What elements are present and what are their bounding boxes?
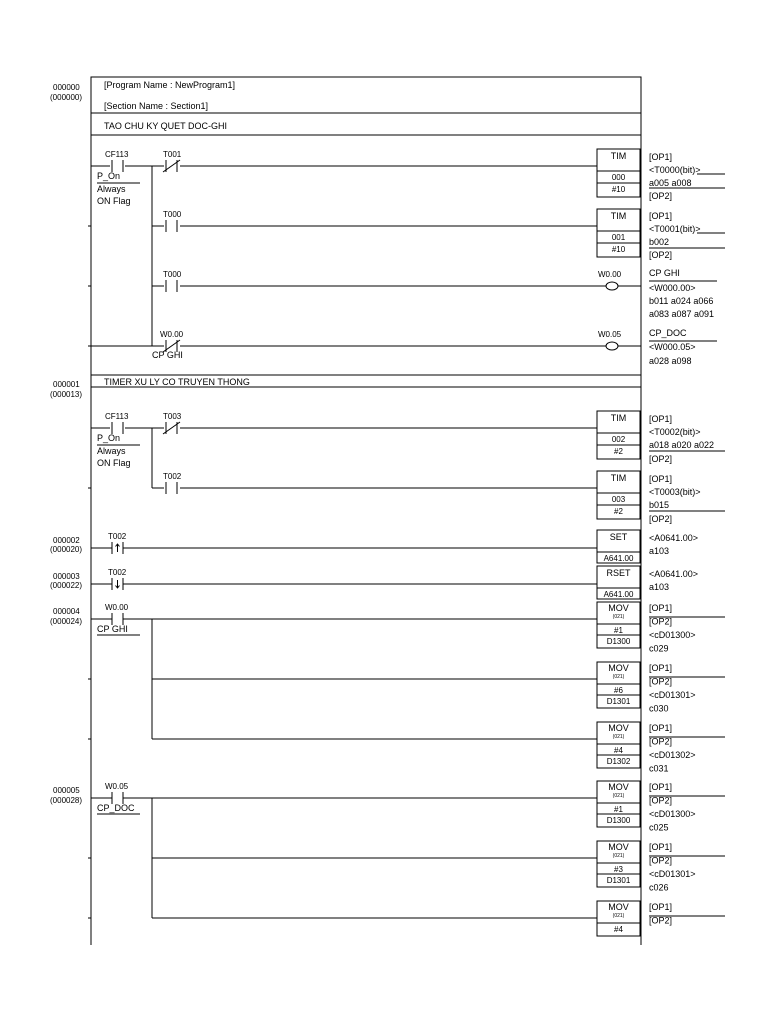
instruction-name: SET xyxy=(609,532,628,542)
contact-t002-up xyxy=(108,532,127,554)
coil-w0-00 xyxy=(598,270,622,290)
step-address: (000022) xyxy=(50,581,83,590)
operand-note: c031 xyxy=(649,763,669,774)
step-address: (000020) xyxy=(50,545,83,554)
coil-w0-05 xyxy=(598,330,622,350)
instruction-name: MOV xyxy=(608,842,629,852)
operand-note: [OP1] xyxy=(649,842,673,852)
instruction-box-mov xyxy=(597,841,640,887)
svg-text:[OP1]: [OP1] xyxy=(649,211,673,221)
svg-text:[OP1]: [OP1] xyxy=(649,414,673,424)
contact-t002-down xyxy=(108,568,127,590)
contact-address: T002 xyxy=(108,532,127,541)
contact-cf113 xyxy=(97,412,131,468)
operand: #4 xyxy=(614,925,623,934)
contact-label: CP GHI xyxy=(97,624,128,634)
step-address: (000024) xyxy=(50,617,83,626)
svg-text:<T0001(bit)>: <T0001(bit)> xyxy=(649,224,701,234)
svg-text:b002: b002 xyxy=(649,237,670,247)
step-number: 000000 xyxy=(53,83,80,92)
operand-note: <A0641.00> xyxy=(649,569,699,579)
contact-label: CP GHI xyxy=(152,350,183,360)
instruction-box-set xyxy=(597,530,640,563)
operand-note: [OP1] xyxy=(649,902,673,912)
step-number: 000005 xyxy=(53,786,80,795)
operand: #3 xyxy=(614,865,623,874)
operand-notes xyxy=(649,782,725,833)
operand-note: a103 xyxy=(649,582,670,592)
instruction-box-mov xyxy=(597,662,640,708)
operand-note: c030 xyxy=(649,703,669,714)
operand-notes xyxy=(649,902,725,926)
svg-text:<T0000(bit)>: <T0000(bit)> xyxy=(649,165,701,175)
step-number: 000001 xyxy=(53,380,80,389)
operand-note: [OP2] xyxy=(649,915,673,926)
instruction-box-mov xyxy=(597,781,640,827)
svg-text:a083 a087 a091: a083 a087 a091 xyxy=(649,309,715,319)
instruction-box-tim xyxy=(597,411,640,459)
operand: 003 xyxy=(611,495,626,504)
contact-address: CF113 xyxy=(105,412,129,421)
svg-text:<W000.00>: <W000.00> xyxy=(649,283,696,293)
svg-text:[OP2]: [OP2] xyxy=(649,514,673,524)
operand-note: <cD01301> xyxy=(649,690,696,700)
instruction-name: TIM xyxy=(610,151,627,161)
function-code: (021) xyxy=(612,614,625,620)
step-address: (000013) xyxy=(50,390,83,399)
operand: #6 xyxy=(614,686,623,695)
operand-notes xyxy=(649,723,725,774)
operand: #10 xyxy=(611,245,626,254)
operand: A641.00 xyxy=(603,590,634,599)
operand: D1300 xyxy=(606,816,631,825)
operand: D1300 xyxy=(606,637,631,646)
rung-000000 xyxy=(91,166,641,346)
svg-text:<T0003(bit)>: <T0003(bit)> xyxy=(649,487,701,497)
section-name: [Section Name : Section1] xyxy=(104,101,209,111)
operand: D1301 xyxy=(606,697,631,706)
operand-notes xyxy=(649,414,725,524)
operand-note: <cD01300> xyxy=(649,809,696,819)
svg-text:<W000.05>: <W000.05> xyxy=(649,342,696,352)
instruction-box-rset xyxy=(597,566,640,599)
rung-000004 xyxy=(50,603,597,739)
instruction-name: MOV xyxy=(608,723,629,733)
svg-text:CP GHI: CP GHI xyxy=(649,268,680,278)
instruction-box-tim xyxy=(597,209,640,257)
svg-text:b011 a024 a066: b011 a024 a066 xyxy=(649,296,714,306)
function-code: (021) xyxy=(612,853,625,859)
contact-address: T000 xyxy=(163,210,182,219)
contact-label: ON Flag xyxy=(97,458,131,468)
svg-text:b015: b015 xyxy=(649,500,670,510)
contact-label: Always xyxy=(97,446,126,456)
coil-address: W0.00 xyxy=(598,270,622,279)
operand: #10 xyxy=(611,185,626,194)
rung-comment: TAO CHU KY QUET DOC-GHI xyxy=(104,121,228,131)
operand-note: c026 xyxy=(649,882,669,893)
svg-text:a018 a020 a022: a018 a020 a022 xyxy=(649,440,715,450)
instruction-box-tim xyxy=(597,471,640,519)
contact-address: T001 xyxy=(163,150,182,159)
contact-address: W0.00 xyxy=(105,603,129,612)
svg-text:[OP1]: [OP1] xyxy=(649,152,673,162)
step-address: (000000) xyxy=(50,93,83,102)
contact-label: Always xyxy=(97,184,126,194)
contact-label: P_On xyxy=(97,171,121,181)
function-code: (021) xyxy=(612,674,625,680)
contact-address: T002 xyxy=(163,472,182,481)
operand-note: <A0641.00> xyxy=(649,533,699,543)
contact-label: P_On xyxy=(97,433,121,443)
operand: 002 xyxy=(611,435,626,444)
operand-note: c025 xyxy=(649,822,669,833)
operand: #2 xyxy=(614,447,623,456)
instruction-box-tim xyxy=(597,149,640,197)
svg-text:CP_DOC: CP_DOC xyxy=(649,328,687,338)
operand-note: [OP2] xyxy=(649,855,673,866)
contact-label: CP_DOC xyxy=(97,803,135,813)
instruction-box-mov xyxy=(597,602,640,648)
svg-text:[OP2]: [OP2] xyxy=(649,191,673,201)
operand: #1 xyxy=(614,626,623,635)
svg-text:[OP1]: [OP1] xyxy=(649,474,673,484)
instruction-name: MOV xyxy=(608,782,629,792)
program-name: [Program Name : NewProgram1] xyxy=(104,80,236,90)
step-number: 000004 xyxy=(53,607,80,616)
rung-comment: TIMER XU LY CO TRUYEN THONG xyxy=(104,377,250,387)
svg-text:<T0002(bit)>: <T0002(bit)> xyxy=(649,427,701,437)
operand-note: c029 xyxy=(649,643,669,654)
instruction-name: MOV xyxy=(608,603,629,613)
contact-t000 xyxy=(163,210,182,232)
step-address: (000028) xyxy=(50,796,83,805)
coil-address: W0.05 xyxy=(598,330,622,339)
contact-address: T002 xyxy=(108,568,127,577)
contact-address: W0.05 xyxy=(105,782,129,791)
operand-note: <cD01300> xyxy=(649,630,696,640)
rung-000002 xyxy=(50,530,698,563)
operand: A641.00 xyxy=(603,554,634,563)
instruction-name: TIM xyxy=(610,413,627,423)
operand-notes xyxy=(649,663,725,714)
operand-note: a103 xyxy=(649,546,670,556)
operand: #4 xyxy=(614,746,623,755)
svg-text:[OP2]: [OP2] xyxy=(649,250,673,260)
operand: #1 xyxy=(614,805,623,814)
contact-w0-00 xyxy=(152,330,184,360)
instruction-name: MOV xyxy=(608,902,629,912)
contact-address: W0.00 xyxy=(160,330,184,339)
operand-note: [OP1] xyxy=(649,603,673,613)
mov-instructions xyxy=(597,602,725,936)
operand-notes xyxy=(649,603,725,654)
operand-note: [OP1] xyxy=(649,723,673,733)
contact-cf113 xyxy=(97,150,131,206)
instruction-name: MOV xyxy=(608,663,629,673)
instruction-box-mov xyxy=(597,901,640,936)
operand-note: [OP2] xyxy=(649,795,673,806)
contact-t003 xyxy=(163,412,182,434)
instruction-box-mov xyxy=(597,722,640,768)
step-number: 000003 xyxy=(53,572,80,581)
function-code: (021) xyxy=(612,913,625,919)
rung-000005 xyxy=(50,782,597,918)
contact-address: CF113 xyxy=(105,150,129,159)
svg-text:[OP2]: [OP2] xyxy=(649,454,673,464)
rung-000003 xyxy=(50,566,698,599)
operand-note: [OP2] xyxy=(649,616,673,627)
instruction-name: TIM xyxy=(610,473,627,483)
operand: D1302 xyxy=(606,757,631,766)
contact-t001 xyxy=(163,150,182,172)
contact-label: ON Flag xyxy=(97,196,131,206)
operand-note: [OP1] xyxy=(649,663,673,673)
contact-t002 xyxy=(163,472,182,494)
step-number: 000002 xyxy=(53,536,80,545)
function-code: (021) xyxy=(612,734,625,740)
operand-note: <cD01301> xyxy=(649,869,696,879)
instruction-name: TIM xyxy=(610,211,627,221)
contact-address: T000 xyxy=(163,270,182,279)
operand: D1301 xyxy=(606,876,631,885)
operand: 000 xyxy=(611,173,626,182)
function-code: (021) xyxy=(612,793,625,799)
operand-note: [OP1] xyxy=(649,782,673,792)
operand: #2 xyxy=(614,507,623,516)
operand: 001 xyxy=(611,233,626,242)
operand-note: [OP2] xyxy=(649,676,673,687)
instruction-name: RSET xyxy=(606,568,631,578)
contact-t000 xyxy=(163,270,182,292)
svg-text:a005 a008: a005 a008 xyxy=(649,178,692,188)
contact-address: T003 xyxy=(163,412,182,421)
operand-notes xyxy=(649,152,725,366)
operand-note: [OP2] xyxy=(649,736,673,747)
operand-note: <cD01302> xyxy=(649,750,696,760)
operand-notes xyxy=(649,842,725,893)
svg-text:a028 a098: a028 a098 xyxy=(649,356,692,366)
